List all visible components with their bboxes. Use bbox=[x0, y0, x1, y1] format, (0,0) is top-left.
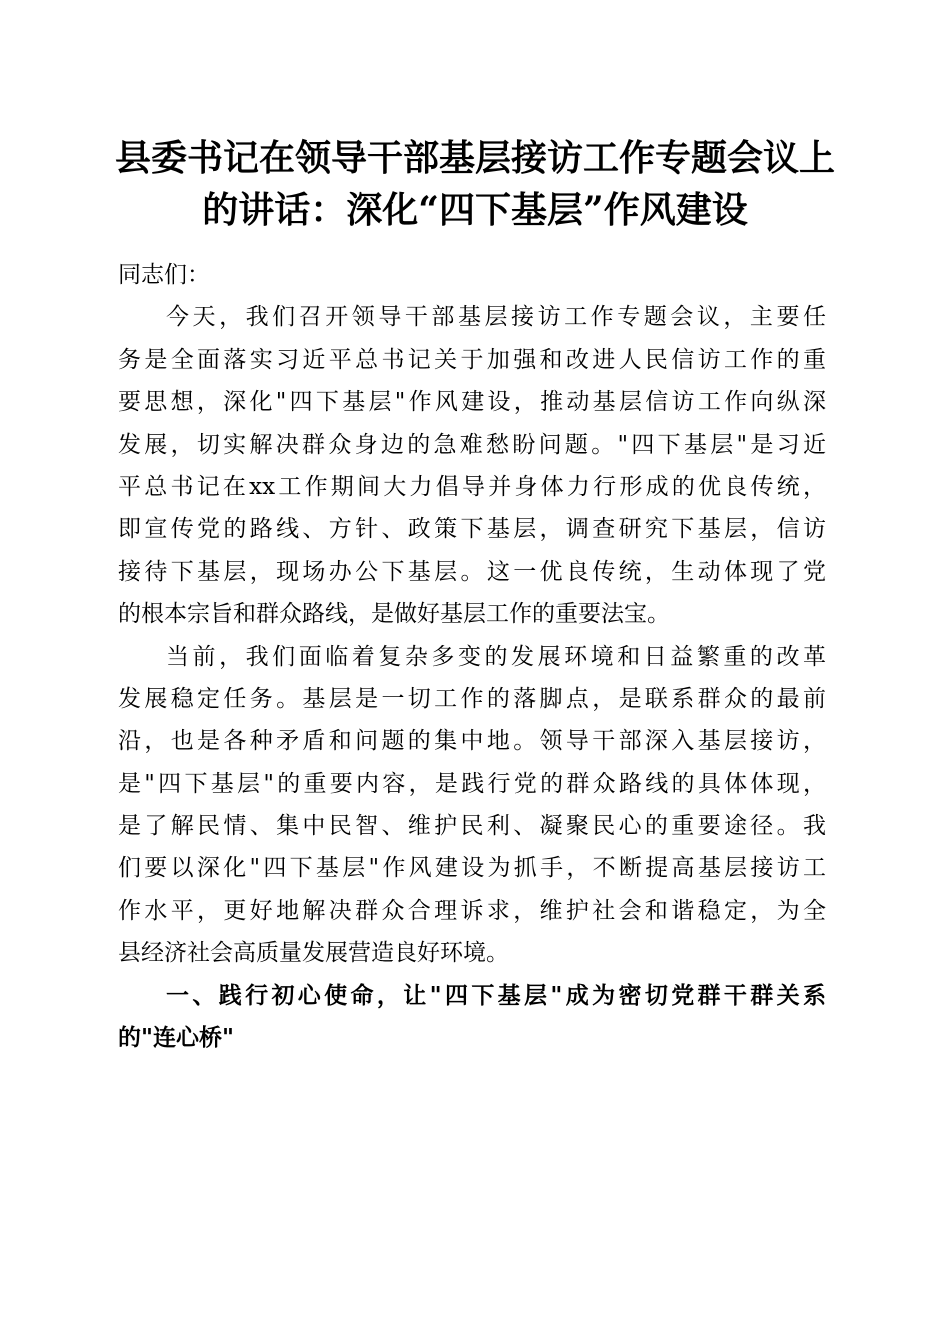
document-body bbox=[118, 254, 826, 1059]
heading-line: 的"连心桥" bbox=[118, 1025, 234, 1052]
paragraph-line: 们要以深化"四下基层"作风建设为抓手，不断提高基层接访工 bbox=[118, 855, 826, 882]
paragraph-line: 当前，我们面临着复杂多变的发展环境和日益繁重的改革 bbox=[166, 643, 826, 670]
document-title bbox=[110, 132, 840, 236]
paragraph-line: 发展稳定任务。基层是一切工作的落脚点，是联系群众的最前 bbox=[118, 685, 826, 712]
salutation: 同志们： bbox=[118, 262, 210, 288]
paragraph-line: 即宣传党的路线、方针、政策下基层，调查研究下基层，信访 bbox=[118, 516, 826, 543]
heading-line: 一、践行初心使命，让"四下基层"成为密切党群干群关系 bbox=[166, 982, 826, 1009]
title-line: 县委书记在领导干部基层接访工作专题会议上 bbox=[114, 137, 835, 179]
paragraph-line: 发展，切实解决群众身边的急难愁盼问题。"四下基层"是习近 bbox=[118, 431, 826, 458]
paragraph-line: 县经济社会高质量发展营造良好环境。 bbox=[118, 940, 509, 967]
paragraph-line: 今天，我们召开领导干部基层接访工作专题会议，主要任 bbox=[166, 304, 826, 331]
title-line: 的讲话：深化“四下基层”作风建设 bbox=[202, 189, 748, 231]
paragraph-line: 是"四下基层"的重要内容，是践行党的群众路线的具体体现， bbox=[118, 770, 826, 797]
paragraph-line: 沿，也是各种矛盾和问题的集中地。领导干部深入基层接访， bbox=[118, 728, 826, 755]
paragraph-line: 是了解民情、集中民智、维护民利、凝聚民心的重要途径。我 bbox=[118, 813, 826, 840]
paragraph-line: 接待下基层，现场办公下基层。这一优良传统，生动体现了党 bbox=[118, 558, 826, 585]
paragraph-line: 作水平，更好地解决群众合理诉求，维护社会和谐稳定，为全 bbox=[118, 897, 826, 924]
paragraph-line: 要思想，深化"四下基层"作风建设，推动基层信访工作向纵深 bbox=[118, 389, 826, 416]
paragraph-line: 的根本宗旨和群众路线，是做好基层工作的重要法宝。 bbox=[118, 601, 670, 628]
paragraph-2 bbox=[118, 636, 826, 975]
paragraph-1 bbox=[118, 296, 826, 635]
paragraph-line: 平总书记在xx工作期间大力倡导并身体力行形成的优良传统， bbox=[118, 473, 826, 500]
section-heading-1 bbox=[118, 975, 826, 1060]
paragraph-line: 务是全面落实习近平总书记关于加强和改进人民信访工作的重 bbox=[118, 346, 826, 373]
